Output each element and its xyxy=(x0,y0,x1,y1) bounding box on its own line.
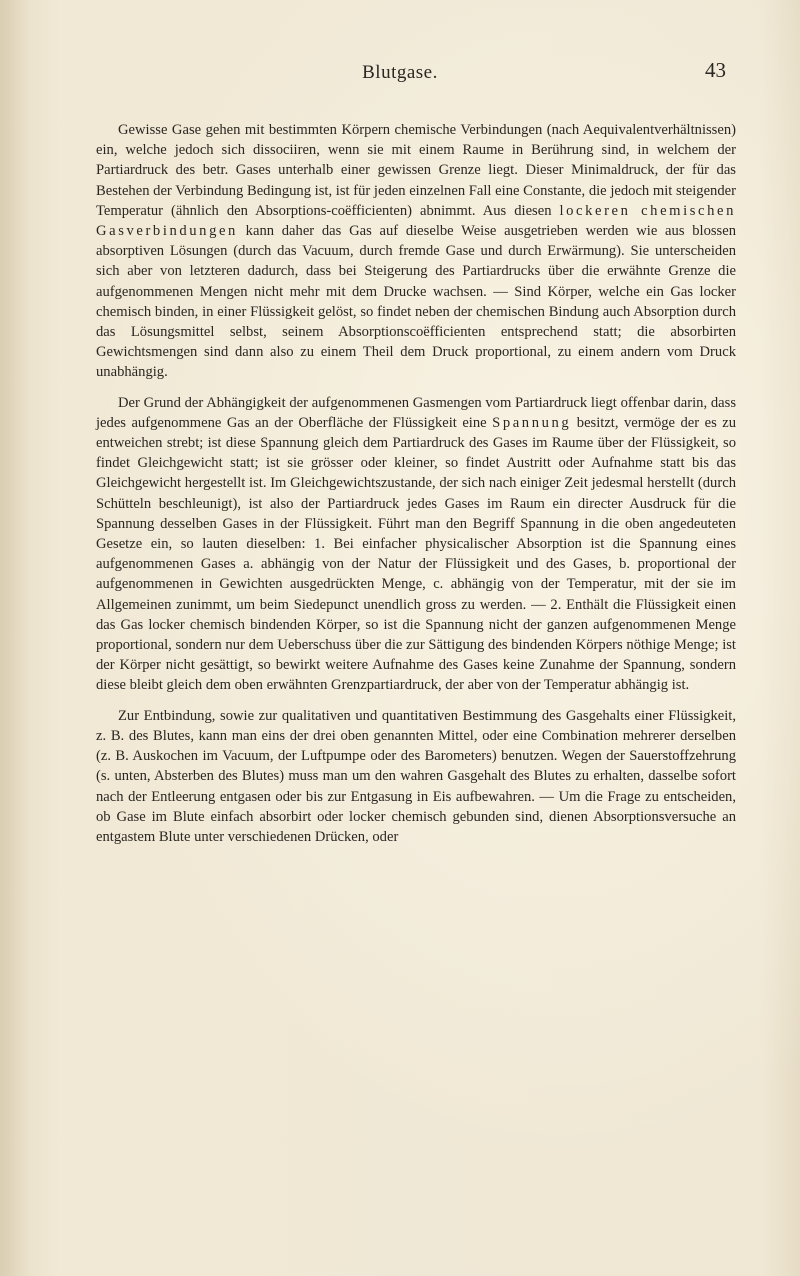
text-segment: Zur Entbindung, sowie zur qualitativen und quantitativen Bestimmung des Gasgehalts einer Flüssigkeit, z. B. des Blutes, kann man eins der drei oben genannten Mittel, oder eine Combination mehrerer derselben (z. B. Auskochen im Vacuum, der Luftpumpe oder des Barometers) benutzen. Wegen der Sauerstoffzehrung (s. unten, Absterben des Blutes) muss man um den wahren Gasgehalt des Blutes zu erhalten, dasselbe sofort nach der Entleerung entgasen oder bis zur Entgasung in Eis aufbewahren. — Um die Frage zu entscheiden, ob Gase im Blute einfach absorbirt oder locker chemisch gebunden sind, dienen Absorptionsversuche an entgastem Blute unter verschiedenen Drücken, oder xyxy=(96,707,736,845)
running-title: Blutgase. xyxy=(362,62,438,83)
text-segment: Der Grund der Abhängigkeit der aufgenommenen Gasmengen vom Partiardruck liegt offenbar darin, dass jedes aufgenommene Gas an der Oberfläche der Flüssigkeit eine xyxy=(96,394,736,431)
body-text xyxy=(96,120,736,857)
text-segment: besitzt, vermöge der es zu entweichen strebt; ist diese Spannung gleich dem Partiardruck des Gases im Raume über der Flüssigkeit, so findet Gleichgewicht statt; ist sie grösser oder kleiner, so findet Austritt oder Aufnahme statt bis das Gleichgewicht hergestellt ist. Im Gleichgewichtszustande, der sich nach einiger Zeit jedesmal herstellt (durch Schütteln beschleunigt), ist also der Partiardruck jedes Gases im Raum ein directer Ausdruck für die Spannung desselben Gases in der Flüssigkeit. Führt man den Begriff Spannung in die oben angedeuteten Gesetze ein, so lauten dieselben: 1. Bei einfacher physicalischer Absorption ist die Spannung eines aufgenommenen Gases a. abhängig von der Natur der Flüssigkeit und des Gases, b. proportional der aufgenommenen in Gewichten ausgedrückten Menge, c. abhängig von der Temperatur, mit der sie im Allgemeinen zunimmt, um beim Siedepunct unendlich gross zu werden. — 2. Enthält die Flüssigkeit einen das Gas locker chemisch bindenden Körper, so ist die Spannung nicht der ganzen aufgenommenen Menge proportional, sondern nur dem Ueberschuss über die zur Sättigung des bindenden Körpers nöthige Menge; ist der Körper nicht gesättigt, so bewirkt weitere Aufnahme des Gases keine Zunahme der Spannung, sondern diese bleibt gleich dem oben erwähnten Grenzpartiardruck, der aber von der Temperatur abhängig ist. xyxy=(96,414,737,694)
paragraph-1 xyxy=(96,120,736,383)
page-number: 43 xyxy=(705,58,726,82)
spaced-emphasis-text: lockeren chemischen Gasverbindungen xyxy=(96,202,736,240)
text-segment: Gewisse Gase gehen mit bestimmten Körpern chemische Verbindungen (nach Aequivalentverhältnissen) ein, welche jedoch sich dissociiren, wenn sie mit einem Raume in Berührung sind, in welchem der Partiardruck des betr. Gases unterhalb einer gewissen Grenze liegt. Dieser Minimaldruck, der für das Bestehen der Verbindung Bedingung ist, ist für jeden einzelnen Fall eine Constante, die jedoch mit steigender Temperatur (ähnlich den Absorptions-coëfficienten) abnimmt. Aus diesen xyxy=(96,122,736,219)
text-segment: kann daher das Gas auf dieselbe Weise ausgetrieben werden wie aus blossen absorptiven Lösungen (durch das Vacuum, durch fremde Gase und durch Erwärmung). Sie unterscheiden sich aber von letzteren dadurch, dass bei Steigerung des Partiardrucks über die erwähnte Grenze die aufgenommenen Mengen nicht mehr mit dem Drucke wachsen. — Sind Körper, welche ein Gas locker chemisch binden, in einer Flüssigkeit gelöst, so findet neben der chemischen Bindung auch Absorption durch das Lösungsmittel selbst, seinem Absorptionscoëfficienten entsprechend statt; die absorbirten Gewichtsmengen sind dann also zu einem Theil dem Druck proportional, zu einem andern vom Druck unabhängig. xyxy=(96,223,736,381)
spaced-emphasis-text: Spannung xyxy=(492,414,572,431)
paragraph-2 xyxy=(96,393,736,696)
paragraph-3 xyxy=(96,706,736,847)
